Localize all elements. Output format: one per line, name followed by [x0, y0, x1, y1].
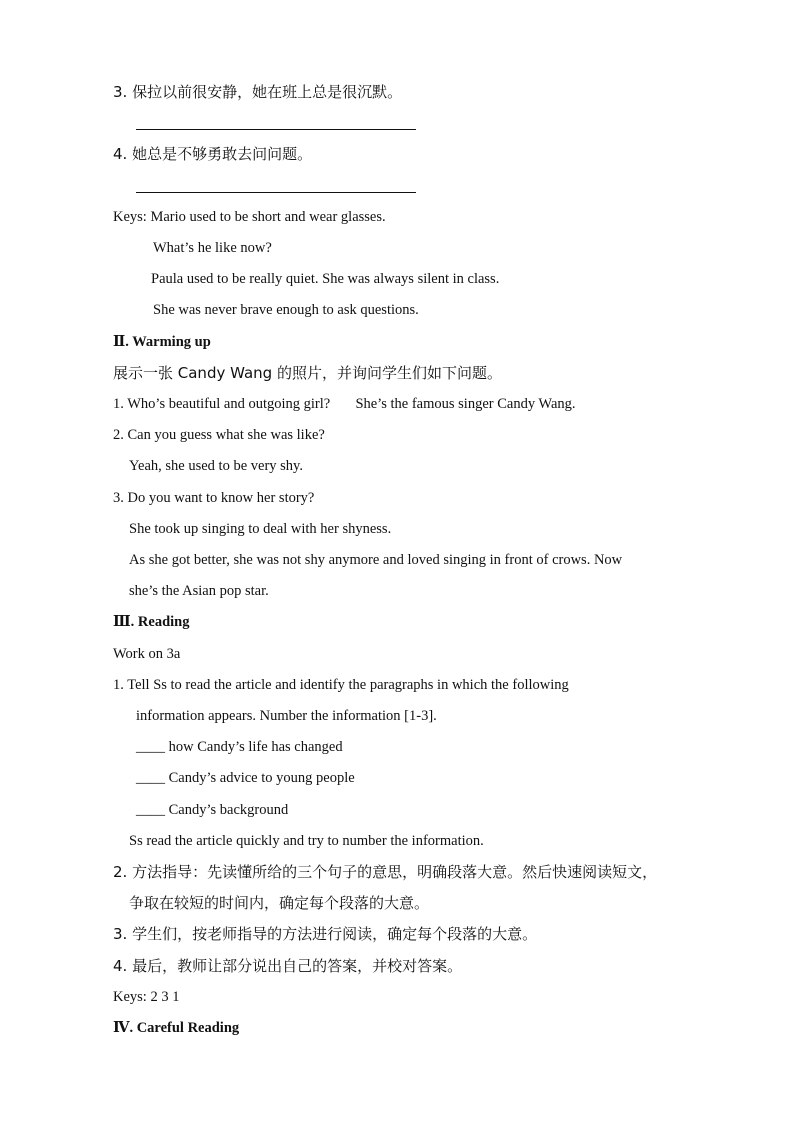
reading-keys: Keys: 2 3 1 [113, 989, 180, 1005]
reading-step-2-line-1: 2. 方法指导：先读懂所给的三个句子的意思，明确段落大意。然后快速阅读短文， [113, 863, 658, 881]
warming-up-intro: 展示一张 Candy Wang 的照片，并询问学生们如下问题。 [113, 364, 502, 382]
item-text: 保拉以前很安静，她在班上总是很沉默。 [132, 83, 403, 101]
keys-line-2: What’s he like now? [153, 240, 272, 256]
item-text: 她总是不够勇敢去问问题。 [132, 145, 313, 163]
question-text: 1. Who’s beautiful and outgoing girl? [113, 396, 331, 412]
keys-line-1 [113, 207, 386, 227]
fill-blank: ____ [136, 802, 165, 818]
keys-label: Keys: [113, 209, 147, 225]
reading-step-4: 4. 最后，教师让部分说出自己的答案，并校对答案。 [113, 957, 463, 975]
item-number: 4. [113, 145, 128, 163]
keys-text: Mario used to be short and wear glasses. [150, 209, 386, 225]
reading-step-1-line-2: information appears. Number the information [1-3]. [136, 708, 437, 724]
keys-line-4: She was never brave enough to ask questions. [153, 302, 419, 318]
blank-item-text: how Candy’s life has changed [168, 739, 343, 755]
item-number: 3. [113, 83, 128, 101]
section-heading-warming-up: Ⅱ. Warming up [113, 334, 211, 350]
question-2: 2. Can you guess what she was like? [113, 427, 325, 443]
question-1 [113, 394, 576, 414]
section-heading-reading: Ⅲ. Reading [113, 614, 190, 630]
blank-item-1 [136, 737, 343, 757]
reading-step-2-line-2: 争取在较短的时间内，确定每个段落的大意。 [129, 894, 430, 912]
answer-3-line-3: she’s the Asian pop star. [129, 583, 269, 599]
fill-blank: ____ [136, 770, 165, 786]
blank-item-2 [136, 768, 355, 788]
fill-blank: ____ [136, 739, 165, 755]
question-3: 3. Do you want to know her story? [113, 490, 315, 506]
ss-instruction: Ss read the article quickly and try to number the information. [129, 833, 484, 849]
reading-step-1-line-1: 1. Tell Ss to read the article and identify the paragraphs in which the following [113, 677, 569, 693]
translation-item-3 [113, 82, 402, 102]
answer-line-3 [136, 129, 416, 130]
answer-3-line-2: As she got better, she was not shy anymore and loved singing in front of crows. Now [129, 552, 623, 568]
blank-item-text: Candy’s background [168, 802, 289, 818]
translation-item-4 [113, 144, 312, 164]
blank-item-3 [136, 800, 288, 820]
keys-line-3: Paula used to be really quiet. She was always silent in class. [151, 271, 500, 287]
section-heading-careful-reading: Ⅳ. Careful Reading [113, 1020, 240, 1036]
reading-step-3: 3. 学生们，按老师指导的方法进行阅读，确定每个段落的大意。 [113, 925, 538, 943]
answer-text: She’s the famous singer Candy Wang. [355, 396, 576, 412]
reading-subheading: Work on 3a [113, 646, 181, 662]
answer-3-line-1: She took up singing to deal with her shyness. [129, 521, 392, 537]
blank-item-text: Candy’s advice to young people [168, 770, 355, 786]
answer-line-4 [136, 192, 416, 193]
answer-2: Yeah, she used to be very shy. [129, 458, 303, 474]
